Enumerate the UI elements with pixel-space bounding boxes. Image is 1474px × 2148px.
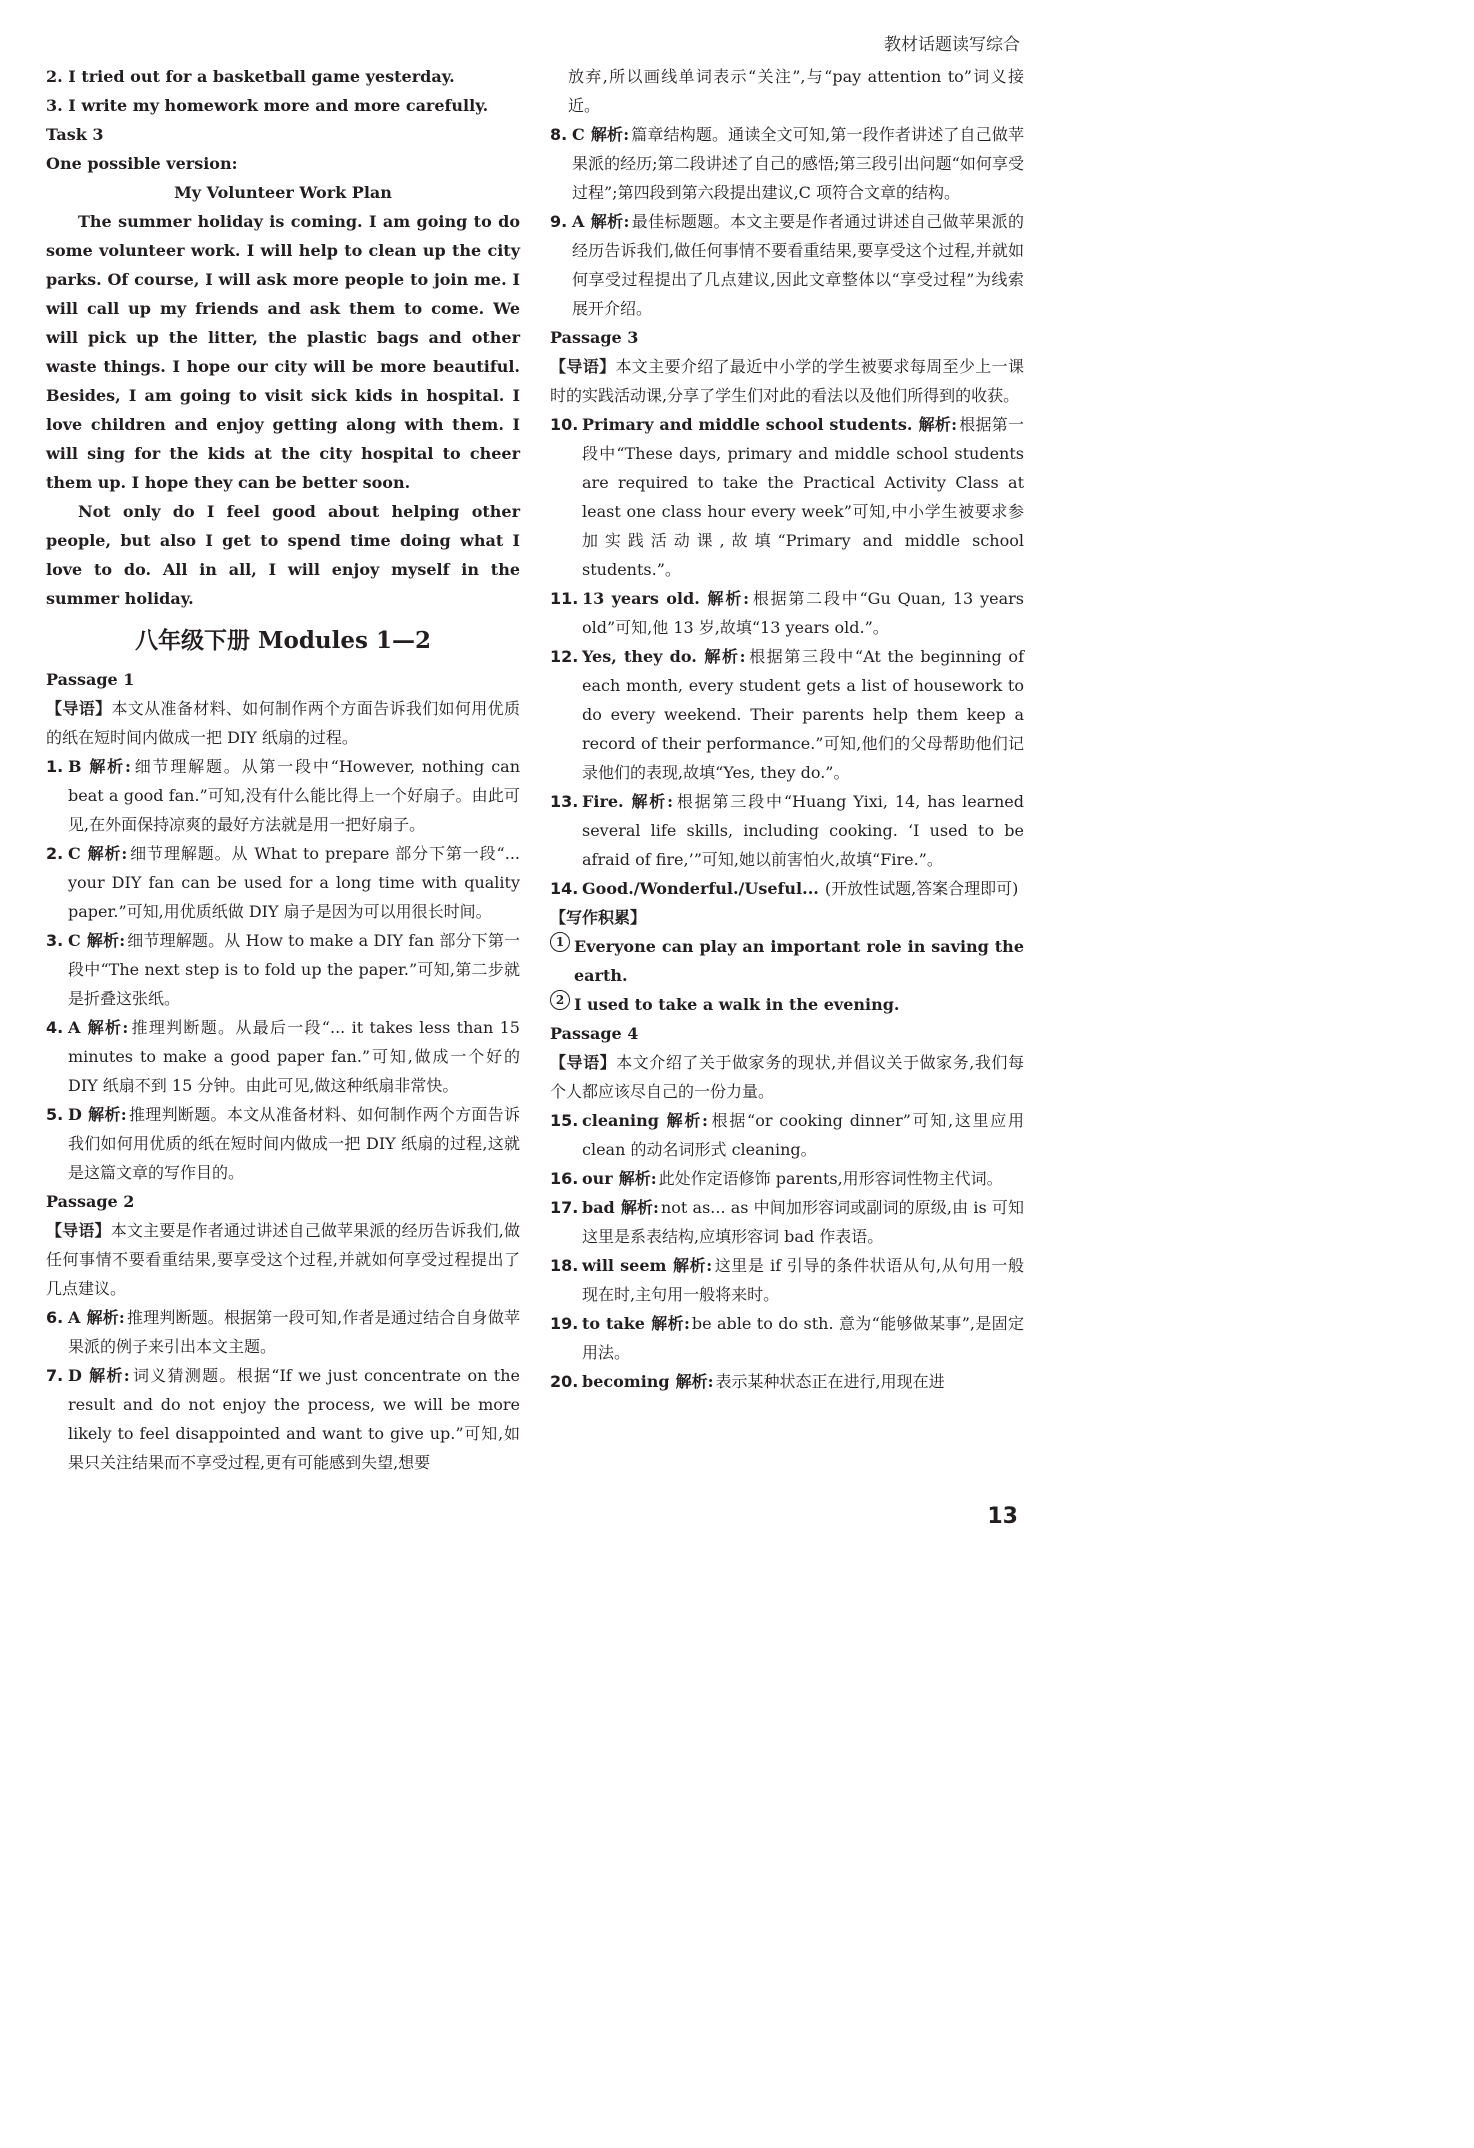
- left-column: [46, 62, 520, 1477]
- answer-item: 5. D 解析: 推理判断题。本文从准备材料、如何制作两个方面告诉我们如何用优质的纸在短时间内做成一把 DIY 纸扇的过程,这就是这篇文章的写作目的。: [46, 1105, 520, 1182]
- answer-item: 13. Fire. 解析: 根据第三段中“Huang Yixi, 14, has learned several life skills, including cooking. ‘I used to be afraid of fire,’”可知,她以前害怕火,故填“Fire.”。: [550, 792, 1024, 869]
- answer-item: 6. A 解析: 推理判断题。根据第一段可知,作者是通过结合自身做苹果派的例子来引出本文主题。: [46, 1308, 520, 1356]
- answer-item: 10. Primary and middle school students. 解析: 根据第一段中“These days, primary and middle school students are required to take the Practical Activity Class at least one class hour every week”可知,中小学生被要求参加实践活动课,故填“Primary and middle school students.”。: [550, 415, 1024, 579]
- answer-item: 18. will seem 解析: 这里是 if 引导的条件状语从句,从句用一般现在时,主句用一般将来时。: [550, 1256, 1024, 1304]
- passage-title: Passage 1: [46, 670, 135, 689]
- passage-title: Passage 4: [550, 1024, 639, 1043]
- version-label: One possible version:: [46, 154, 238, 173]
- answer-item: 9. A 解析: 最佳标题题。本文主要是作者通过讲述自己做苹果派的经历告诉我们,做任何事情不要看重结果,要享受这个过程,并就如何享受过程提出了几点建议,因此文章整体以“享受过程”为线索展开介绍。: [550, 212, 1024, 318]
- page-number: 13: [987, 1504, 1018, 1529]
- section-title: 八年级下册 Modules 1—2: [135, 627, 431, 654]
- answer-item: 15. cleaning 解析: 根据“or cooking dinner”可知,这里应用 clean 的动名词形式 cleaning。: [550, 1111, 1024, 1159]
- answer-item: 2. C 解析: 细节理解题。从 What to prepare 部分下第一段“... your DIY fan can be used for a long time with quality paper.”可知,用优质纸做 DIY 扇子是因为可以用很长时间。: [46, 844, 520, 921]
- sentence-3: 3. I write my homework more and more carefully.: [46, 96, 489, 115]
- right-column: [550, 62, 1024, 1396]
- answer-item: 14. Good./Wonderful./Useful... (开放性试题,答案合理即可): [550, 879, 1019, 898]
- passage-guide: 【导语】本文主要介绍了最近中小学的学生被要求每周至少上一课时的实践活动课,分享了学生们对此的看法以及他们所得到的收获。: [550, 357, 1024, 405]
- sentence-2: 2. I tried out for a basketball game yesterday.: [46, 67, 455, 86]
- accumulation-item: 1 Everyone can play an important role in saving the earth.: [550, 932, 1024, 990]
- passage-guide: 【导语】本文从准备材料、如何制作两个方面告诉我们如何用优质的纸在短时间内做成一把 DIY 纸扇的过程。: [46, 699, 520, 747]
- answer-item: 12. Yes, they do. 解析: 根据第三段中“At the beginning of each month, every student gets a list of housework to do every weekend. Their parents help them keep a record of their performance.”可知,他们的父母帮助他们记录他们的表现,故填“Yes, they do.”。: [550, 647, 1024, 782]
- answer-item: 19. to take 解析: be able to do sth. 意为“能够做某事”,是固定用法。: [550, 1314, 1024, 1362]
- answer-item: 20. becoming 解析: 表示某种状态正在进行,用现在进: [550, 1372, 945, 1391]
- answer-item: 1. B 解析: 细节理解题。从第一段中“However, nothing can beat a good fan.”可知,没有什么能比得上一个好扇子。由此可见,在外面保持凉爽的最好方法就是用一把好扇子。: [46, 757, 520, 834]
- answer-item: 4. A 解析: 推理判断题。从最后一段“... it takes less than 15 minutes to make a good paper fan.”可知,做成一个好的 DIY 纸扇不到 15 分钟。由此可见,做这种纸扇非常快。: [46, 1018, 520, 1095]
- circled-number: 2: [550, 990, 570, 1010]
- essay-paragraph: Not only do I feel good about helping other people, but also I get to spend time doing what I love to do. All in all, I will enjoy myself in the summer holiday.: [46, 502, 520, 608]
- task-label: Task 3: [46, 125, 104, 144]
- answer-item: 7. D 解析: 词义猜测题。根据“If we just concentrate on the result and do not enjoy the process, we will be more likely to feel disappointed and want to give up.”可知,如果只关注结果而不享受过程,更有可能感到失望,想要: [46, 1366, 520, 1472]
- passage-guide: 【导语】本文介绍了关于做家务的现状,并倡议关于做家务,我们每个人都应该尽自己的一份力量。: [550, 1053, 1024, 1101]
- essay-title: My Volunteer Work Plan: [174, 183, 392, 202]
- answer-item: 16. our 解析: 此处作定语修饰 parents,用形容词性物主代词。: [550, 1169, 1003, 1188]
- answer-item: 17. bad 解析: not as... as 中间加形容词或副词的原级,由 is 可知这里是系表结构,应填形容词 bad 作表语。: [550, 1198, 1024, 1246]
- answer-item: 3. C 解析: 细节理解题。从 How to make a DIY fan 部分下第一段中“The next step is to fold up the paper.”可知,第二步就是折叠这张纸。: [46, 931, 520, 1008]
- essay-paragraph: The summer holiday is coming. I am going to do some volunteer work. I will help to clean up the city parks. Of course, I will ask more people to join me. I will call up my friends and ask them to come. We will pick up the litter, the plastic bags and other waste things. I hope our city will be more beautiful. Besides, I am going to visit sick kids in hospital. I love children and enjoy getting along with them. I will sing for the kids at the city hospital to cheer them up. I hope they can be better soon.: [46, 212, 520, 492]
- answer-item: 11. 13 years old. 解析: 根据第二段中“Gu Quan, 13 years old”可知,他 13 岁,故填“13 years old.”。: [550, 589, 1024, 637]
- passage-title: Passage 2: [46, 1192, 135, 1211]
- answer-item: 8. C 解析: 篇章结构题。通读全文可知,第一段作者讲述了自己做苹果派的经历;第二段讲述了自己的感悟;第三段引出问题“如何享受过程”;第四段到第六段提出建议,C 项符合文章的结构。: [550, 125, 1024, 202]
- continuation-text: 放弃,所以画线单词表示“关注”,与“pay attention to”词义接近。: [568, 67, 1024, 115]
- page-header: 教材话题读写综合: [884, 35, 1020, 55]
- passage-title: Passage 3: [550, 328, 639, 347]
- accumulation-title: 【写作积累】: [550, 908, 647, 927]
- accumulation-item: 2 I used to take a walk in the evening.: [550, 990, 1024, 1019]
- passage-guide: 【导语】本文主要是作者通过讲述自己做苹果派的经历告诉我们,做任何事情不要看重结果,要享受这个过程,并就如何享受过程提出了几点建议。: [46, 1221, 520, 1298]
- circled-number: 1: [550, 932, 570, 952]
